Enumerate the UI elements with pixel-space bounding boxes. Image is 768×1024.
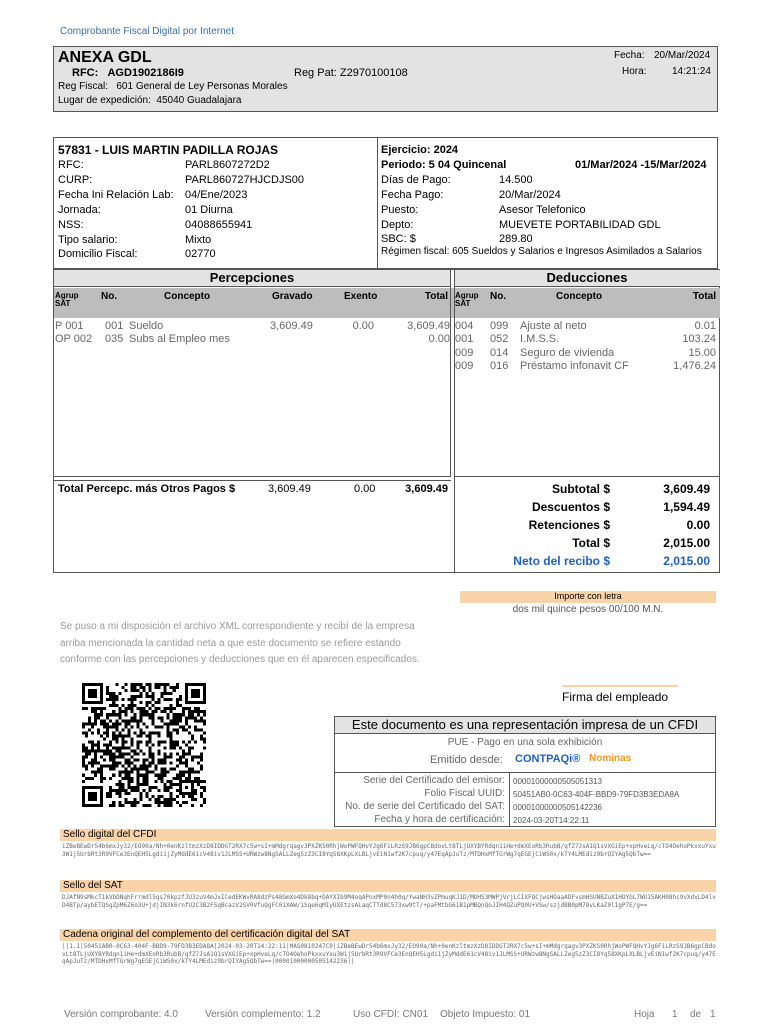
de-value: 1 — [710, 1009, 716, 1020]
company-name: ANEXA GDL — [58, 49, 152, 66]
hoja-label: Hoja — [634, 1009, 655, 1020]
subtotal-value: 3,609.49 — [663, 482, 710, 496]
uuid-value: 50451AB0-0C63-404F-BBD9-79FD3B3EDA8A — [513, 790, 680, 799]
ded-concepto-header: Concepto — [556, 291, 603, 302]
importe-value: dos mil quince pesos 00/100 M.N. — [512, 604, 664, 615]
disclaimer-line: Se puso a mi disposición el archivo XML correspondiente y recibí de la empresa — [60, 621, 415, 632]
ejercicio: Ejercicio: 2024 — [381, 144, 459, 156]
fecha-pago-label: Fecha Pago: — [381, 189, 444, 201]
ded-row-4-total: 1,476.24 — [673, 360, 716, 372]
emp-tipo-salario-label: Tipo salario: — [58, 234, 118, 246]
emp-rfc-value: PARL8607272D2 — [185, 159, 270, 171]
cadena-original-title: Cadena original del complemento del certificación digital del SAT — [60, 929, 716, 941]
reg-pat-value: Z2970100108 — [339, 67, 408, 79]
document-type-title: Comprobante Fiscal Digital por Internet — [60, 26, 234, 37]
ded-no-header: No. — [490, 291, 507, 302]
contpaqi-logo: CONTPAQi® — [515, 753, 581, 765]
sello-sat-text: DJAfN9sMkcT1kVbDNqhFrrmdl5qs70kpzfJU3zuV4mJxICedEKWvRA8dzPs48GmXo4Dk8bq+DAYXIb9M4oqAPoxMP0n4h0q/YwaNH3vZPmuqKJ1D/MOHS3MWPjVrjLCIXFQCjwsHOaaADFvsmHSUNBZuX1HOYGL7WU15AKH08hc9vXdxLD4lvD4BTp/aybETQSgZpM6Z6o3U+jdjIN3k6rnfU2C3B2FSqBcazV2SV0VfuQgFC01XAW/1Sqe6qMIyUXEtzsALaqCTTd8C573xw9tT/+paFMtbG61B1pMBQnQoJIH4QZuPQ0U+VSw/szjdBB0pM78vLKaZ0l1gP7E/g== — [62, 894, 716, 909]
metodo-pago: PUE - Pago en una sola exhibición — [447, 737, 603, 748]
ded-row-4-agrup: 009 — [455, 360, 474, 372]
perc-row-1-agrup: P 001 — [55, 320, 84, 332]
perc-row-1-no: 001 — [105, 320, 124, 332]
reg-fiscal-value: 601 General de Ley Personas Morales — [116, 81, 288, 92]
retenciones-label: Retenciones $ — [528, 518, 610, 532]
ded-row-4-no: 016 — [490, 360, 509, 372]
company-rfc-label: RFC: — [72, 67, 99, 79]
de-label: de — [690, 1009, 702, 1020]
perc-total-header: Total — [424, 291, 448, 302]
perc-row-1-exento: 0.00 — [352, 320, 374, 332]
company-rfc — [72, 67, 184, 79]
perc-row-1-gravado: 3,609.49 — [270, 320, 313, 332]
uso-cfdi: Uso CFDI: CN01 — [353, 1009, 429, 1020]
neto-value: 2,015.00 — [663, 554, 710, 568]
cert-sat-label: No. de serie del Certificado del SAT: — [345, 801, 505, 812]
emp-domicilio-value: 02770 — [185, 248, 216, 260]
cert-sat-value: 00001000000505142236 — [513, 803, 602, 812]
emp-nss-value: 04088655941 — [185, 219, 253, 231]
depto-label: Depto: — [381, 219, 414, 231]
perc-row-2-agrup: OP 002 — [55, 333, 93, 345]
fecha-cert-label: Fecha y hora de certificación: — [374, 814, 505, 825]
qr-code — [82, 683, 206, 807]
lugar-label: Lugar de expedición: — [58, 95, 151, 106]
ded-row-2-total: 103.24 — [682, 333, 716, 345]
version-comprobante: Versión comprobante: 4.0 — [64, 1009, 178, 1020]
objeto-impuesto: Objeto Impuesto: 01 — [440, 1009, 531, 1020]
fecha-value: 20/Mar/2024 — [654, 50, 711, 61]
regimen-fiscal-employee: Régimen fiscal: 605 Sueldos y Salarios e Ingresos Asimilados a Salarios — [381, 246, 702, 257]
rule — [509, 772, 510, 827]
lugar-expedicion — [58, 95, 242, 106]
company-header — [53, 46, 718, 112]
hora-value: 14:21:24 — [672, 66, 711, 77]
cert-emisor-value: 00001000000505051313 — [513, 777, 602, 786]
ded-row-3-total: 15.00 — [688, 347, 716, 359]
rule — [54, 480, 451, 481]
periodo-dates: 01/Mar/2024 -15/Mar/2024 — [575, 159, 707, 171]
ded-row-2-concepto: I.M.S.S. — [520, 333, 560, 345]
emp-fecha-ini-label: Fecha Ini Relación Lab: — [58, 189, 174, 201]
reg-pat-label: Reg Pat: — [294, 67, 337, 79]
total-value: 2,015.00 — [663, 536, 710, 550]
fecha-cert-value: 2024-03-20T14:22:11 — [513, 816, 590, 825]
hora-label: Hora: — [622, 66, 647, 77]
sello-cfdi-text: iZBeBEwDr54b6mxJy32/EO90a/Nh+0enKzltmzXzD8IDDGT2RX7c5w+sI+mMdgrqagv3PXZKS0RhjWoPWFQHvYJg6FiLRzS9JB6gpCBdovLt8TLjUXYBYRdqn1iHe+dmXEoRb3RubB/qfZ7JsA1Q1sVXGiEp+xpHveLq/cTO4OehoPkxxuYxu3W1j5UrbRt3R9VFCe3EnQEH5Lgdi1jZyMddE61cV48iv1JLMSS+URWzw8NgSALLZeg5zZ3CI8Yq58XKpLXLBLjvEiN1wf2K7cpuq/y47EqApJuTz/MTDHxMfTGrWg7qEGEjCiWS0x/kTY4LMEdiz9brQIYAg5QbTw== — [62, 843, 716, 858]
ded-row-4-concepto: Préstamo infonavit CF — [520, 360, 629, 372]
rule — [335, 772, 715, 773]
puesto-label: Puesto: — [381, 204, 419, 216]
perc-agrup-header: Agrup SAT — [55, 291, 79, 308]
column-divider — [454, 270, 455, 573]
ded-row-1-no: 099 — [490, 320, 509, 332]
percepciones-title: Percepciones — [54, 270, 450, 287]
emp-fecha-ini-value: 04/Ene/2023 — [185, 189, 248, 201]
sbc-label: SBC: $ — [381, 233, 416, 245]
ded-row-2-no: 052 — [490, 333, 509, 345]
payroll-table — [53, 269, 720, 573]
column-headers — [54, 288, 720, 318]
descuentos-label: Descuentos $ — [531, 500, 610, 514]
total-percepciones-gravado: 3,609.49 — [268, 483, 311, 495]
employee-divider — [377, 138, 378, 268]
perc-exento-header: Exento — [344, 291, 378, 302]
rule — [454, 476, 720, 477]
ded-row-1-agrup: 004 — [455, 320, 474, 332]
cfdi-info — [334, 716, 716, 827]
cfdi-header: Este documento es una representación impresa de un CFDI — [335, 717, 715, 734]
descuentos-value: 1,594.49 — [663, 500, 710, 514]
importe-label: Importe con letra — [554, 591, 622, 601]
emp-nss-label: NSS: — [58, 219, 84, 231]
cert-emisor-label: Serie del Certificado del emisor: — [363, 775, 505, 786]
total-percepciones-exento: 0.00 — [354, 483, 376, 495]
emp-rfc-label: RFC: — [58, 159, 84, 171]
ded-row-3-no: 014 — [490, 347, 509, 359]
cadena-original-text: ||1.1|50451AB0-0C63-404F-BBD9-79FD3B3EDA8A|2024-03-20T14:22:11|MAS0810247C0|iZBeBEwDr54b6mxJy32/EO90a/Nh+0enKzltmzXzD8IDDGT2RX7c5w+sI+mMdgrqagv3PXZKS0RhjWoPWFQHvYJg6FiLRzS9JB6gpCBdovLt8TLjUXYBYRdqn1iHe+dmXEoRb3RubB/qfZ7JsA1Q1sVXGiEp+xpHveLq/cTO4OehoPkxxuYxu3W1j5UrbRt3R9VFCe3EnQEH5Lgdi1jZyMddE61cV48iv1JLMSS+URWzw8NgSALLZeg5zZ3CI8Yq58XKpLXLBLjvEiN1wf2K7cpuq/y47EqApJuTz/MTDHxMfTGrWg7qEGEjCiWS0x/kTY4LMEdiz9brQIYAg5QbTw==|00001000000505142236|| — [62, 943, 716, 965]
employee-name: 57831 - LUIS MARTIN PADILLA ROJAS — [58, 143, 279, 157]
emp-jornada-label: Jornada: — [58, 204, 101, 216]
subtotal-label: Subtotal $ — [551, 482, 610, 496]
ded-row-3-agrup: 009 — [455, 347, 474, 359]
emp-domicilio-label: Domicilio Fiscal: — [58, 248, 138, 260]
perc-row-2-concepto: Subs al Empleo mes — [129, 333, 230, 345]
total-label: Total $ — [572, 536, 610, 550]
employee-info — [53, 137, 718, 269]
perc-row-1-total: 3,609.49 — [407, 320, 450, 332]
depto-value: MUEVETE PORTABILIDAD GDL — [499, 219, 661, 231]
ded-row-2-agrup: 001 — [455, 333, 474, 345]
reg-fiscal-label: Reg Fiscal: — [58, 81, 109, 92]
total-percepciones-total: 3,609.49 — [405, 483, 448, 495]
emp-jornada-value: 01 Diurna — [185, 204, 233, 216]
total-percepciones-label: Total Percepc. más Otros Pagos $ — [58, 483, 236, 495]
signature-line — [562, 685, 678, 687]
column-divider — [450, 270, 451, 476]
perc-no-header: No. — [101, 291, 118, 302]
emp-tipo-salario-value: Mixto — [185, 234, 212, 246]
uuid-label: Folio Fiscal UUID: — [424, 788, 505, 799]
hoja-value: 1 — [672, 1009, 678, 1020]
registro-patronal — [294, 67, 408, 79]
ded-total-header: Total — [692, 291, 716, 302]
firma-empleado: Firma del empleado — [562, 690, 669, 704]
rule — [54, 476, 451, 477]
emp-curp-label: CURP: — [58, 174, 93, 186]
perc-gravado-header: Gravado — [272, 291, 313, 302]
emp-curp-value: PARL860727HJCDJS00 — [185, 174, 305, 186]
ded-row-1-total: 0.01 — [694, 320, 716, 332]
retenciones-value: 0.00 — [686, 518, 710, 532]
lugar-value: 45040 Guadalajara — [156, 95, 242, 106]
sello-cfdi-title: Sello digital del CFDI — [60, 829, 716, 841]
disclaimer-line: arriba mencionada la cantidad neta a que este documento se refiere estando — [60, 638, 401, 649]
perc-row-1-concepto: Sueldo — [129, 320, 164, 332]
ded-row-3-concepto: Seguro de vivienda — [520, 347, 615, 359]
fecha-label: Fecha: — [614, 50, 645, 61]
dias-pago-value: 14.500 — [499, 174, 533, 186]
perc-concepto-header: Concepto — [164, 291, 211, 302]
perc-row-2-total: 0.00 — [428, 333, 450, 345]
puesto-value: Asesor Telefonico — [499, 204, 586, 216]
dias-pago-label: Días de Pago: — [381, 174, 451, 186]
deducciones-title: Deducciones — [454, 270, 720, 287]
ded-agrup-header: Agrup SAT — [455, 291, 479, 308]
sbc-value: 289.80 — [499, 233, 533, 245]
periodo: Periodo: 5 04 Quincenal — [381, 159, 507, 171]
emitido-label: Emitido desde: — [430, 754, 503, 766]
sello-sat-title: Sello del SAT — [60, 880, 716, 892]
version-complemento: Versión complemento: 1.2 — [205, 1009, 321, 1020]
neto-label: Neto del recibo $ — [513, 554, 610, 568]
nominas-logo: Nominas — [589, 753, 632, 764]
disclaimer-line: conforme con las percepciones y deducciones que en él aparecen especificados. — [60, 654, 420, 665]
ded-row-1-concepto: Ajuste al neto — [520, 320, 587, 332]
company-rfc-value: AGD1902186I9 — [107, 67, 184, 79]
fecha-pago-value: 20/Mar/2024 — [499, 189, 561, 201]
regimen-fiscal-company — [58, 81, 288, 92]
perc-row-2-no: 035 — [105, 333, 124, 345]
